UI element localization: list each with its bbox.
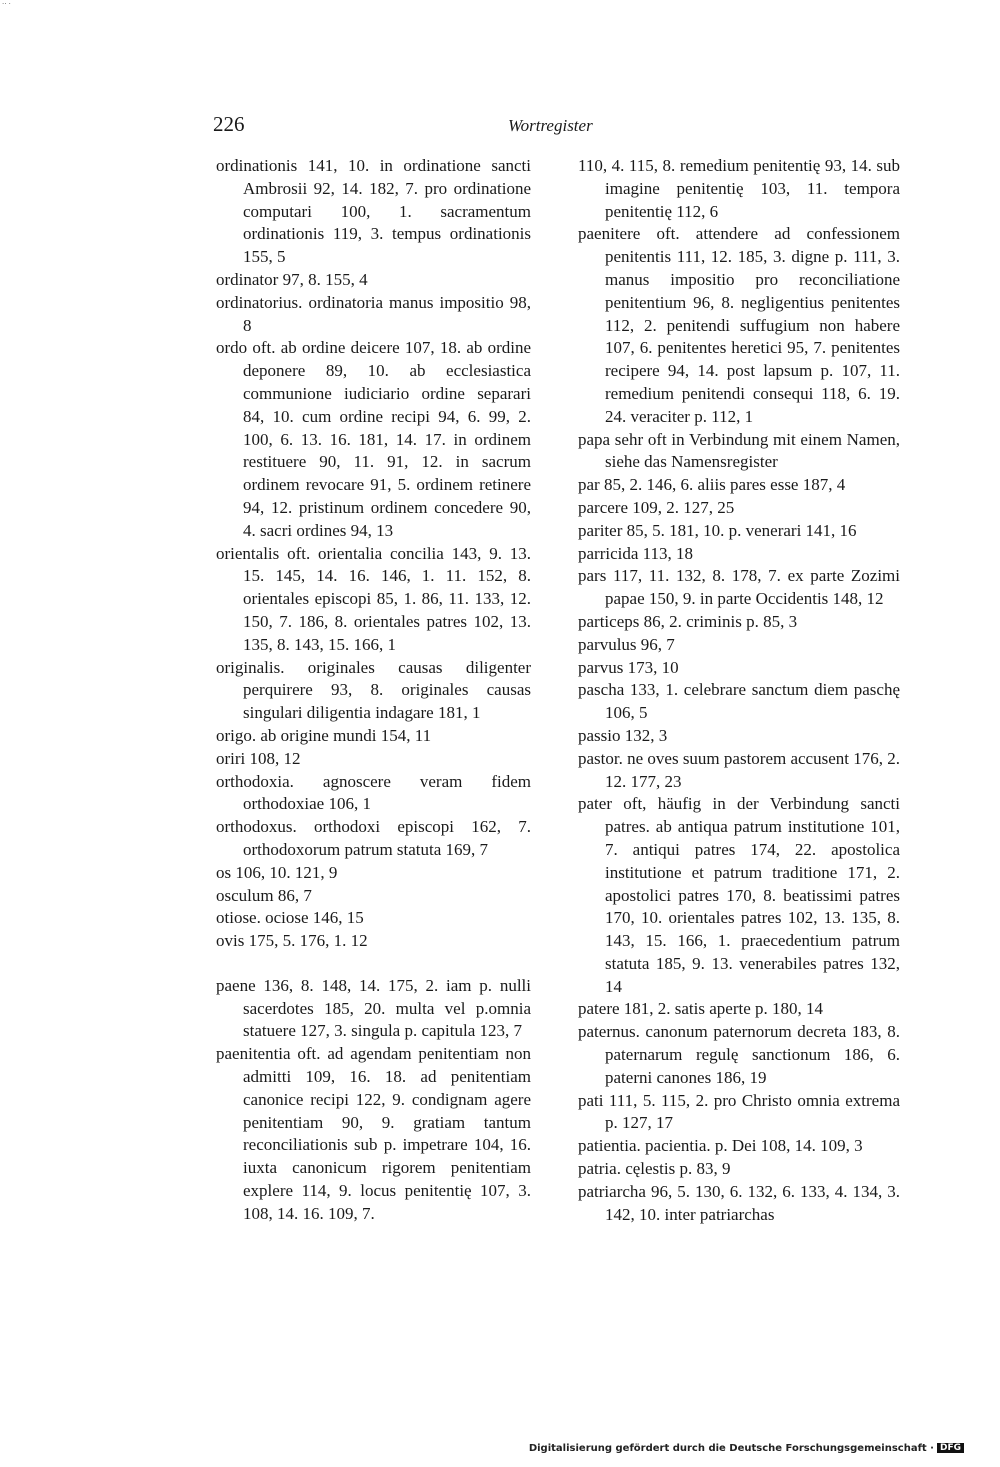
index-entry: passio 132, 3 (578, 725, 668, 745)
index-entry: os 106, 10. 121, 9 (216, 862, 338, 882)
funding-text: Digitalisierung gefördert durch die Deutsche Forschungsgemeinschaft · (528, 1443, 934, 1454)
index-entry: patria. cęlestis p. 83, 9 (578, 1159, 731, 1179)
index-entry: paene 136, 8. 148, 14. 175, 2. iam p. nulli sacerdotes 185, 20. multa vel p.omnia statuere 127, 3. singula p. capitula 123, 7 (216, 975, 531, 1041)
index-entry: paenitentia oft. ad agendam penitentiam non admitti 109, 16. 18. ad penitentiam canonice recipi 122, 9. condignam agere penitentiam 90, 9. gratiam tantum reconciliationis sub p. impetrare 104, 16. iuxta canonicum rigorem penitentiam explere 114, 9. locus penitentię 107, 3. 108, 14. 16. 109, 7. (216, 1044, 531, 1223)
dfg-logo: DFG (937, 1443, 964, 1453)
index-entry: parcere 109, 2. 127, 25 (578, 497, 735, 517)
index-entry: papa sehr oft in Verbindung mit einem Namen, siehe das Namensregister (578, 429, 900, 472)
index-entry: ordinatorius. ordinatoria manus impositio 98, 8 (216, 292, 531, 335)
index-entry: pati 111, 5. 115, 2. pro Christo omnia extrema p. 127, 17 (578, 1090, 900, 1133)
index-entry: patere 181, 2. satis aperte p. 180, 14 (578, 999, 824, 1019)
index-entry: pater oft, häufig in der Verbindung sancti patres. ab antiqua patrum institutione 101, 7. antiqui patres 174, 22. apostolica institutione et patrum traditione 171, 2. apostolici patres 170, 8. beatissimi patres 170, 10. orientales patres 102, 13. 135, 8. 143, 15. 166, 1. praecedentium patrum statuta 185, 9. 13. venerabiles patres 132, 14 (578, 794, 900, 996)
index-entry: oriri 108, 12 (216, 748, 301, 768)
page-number: 226 (213, 112, 245, 136)
index-entry: pastor. ne oves suum pastorem accusent 176, 2. 12. 177, 23 (578, 748, 900, 791)
index-entry: patriarcha 96, 5. 130, 6. 132, 6. 133, 4. 134, 3. 142, 10. inter patriarchas (578, 1181, 900, 1224)
index-entry-continuation: 110, 4. 115, 8. remedium penitentię 93, 14. sub imagine penitentię 103, 11. tempora penitentię 112, 6 (578, 156, 900, 221)
index-entry: origo. ab origine mundi 154, 11 (216, 725, 432, 745)
index-entry: orthodoxia. agnoscere veram fidem orthodoxiae 106, 1 (216, 771, 531, 814)
index-entry: orthodoxus. orthodoxi episcopi 162, 7. orthodoxorum patrum statuta 169, 7 (216, 817, 531, 859)
index-entry: ordo oft. ab ordine deicere 107, 18. ab ordine deponere 89, 10. ab ecclesiastica communione iudiciario ordine separari 84, 10. cum ordine recipi 94, 6. 99, 2. 100, 6. 13. 16. 181, 14. 17. in ordinem restituere 90, 11. 91, 12. in sacrum ordinem revocare 91, 5. ordinem retinere 94, 12. pristinum ordinem concedere 90, 4. sacri ordines 94, 13 (216, 338, 531, 540)
index-entry: parvulus 96, 7 (578, 634, 675, 654)
index-entry: parricida 113, 18 (578, 543, 694, 563)
left-column (216, 155, 531, 1226)
right-column (578, 155, 900, 1226)
running-head: Wortregister (508, 116, 593, 135)
index-entry: otiose. ociose 146, 15 (216, 908, 364, 928)
funding-footer (529, 1443, 964, 1454)
index-entry: osculum 86, 7 (216, 885, 312, 905)
index-entry: paenitere oft. attendere ad confessionem penitentis 111, 12. 185, 3. digne p. 111, 3. manus impositio pro reconciliatione penitentium 96, 8. negligentius penitentes 112, 2. penitendi suffugium non habere 107, 6. penitentes heretici 95, 7. penitentes recipere 94, 14. post lapsum p. 107, 11. remedium penitendi consequi 118, 6. 19. 24. veraciter p. 112, 1 (578, 224, 900, 426)
index-entry: ordinator 97, 8. 155, 4 (216, 269, 368, 289)
index-entry: pariter 85, 5. 181, 10. p. venerari 141, 16 (578, 520, 857, 540)
index-entry: parvus 173, 10 (578, 657, 679, 677)
index-entry: orientalis oft. orientalia concilia 143, 9. 13. 15. 145, 14. 16. 146, 1. 11. 152, 8. orientales episcopi 85, 1. 86, 11. 133, 12. 150, 7. 186, 8. orientales patres 102, 13. 135, 8. 143, 15. 166, 1 (216, 543, 531, 654)
index-entry: ordinationis 141, 10. in ordinatione sancti Ambrosii 92, 14. 182, 7. pro ordinatione computari 100, 1. sacramentum ordinationis 119, 3. tempus ordinationis 155, 5 (216, 156, 531, 267)
index-entry: paternus. canonum paternorum decreta 183, 8. paternarum regulę sanctionum 186, 6. paterni canones 186, 19 (578, 1022, 900, 1087)
index-entry: patientia. pacientia. p. Dei 108, 14. 109, 3 (578, 1136, 863, 1156)
index-entry: pascha 133, 1. celebrare sanctum diem paschę 106, 5 (578, 680, 900, 723)
index-entry: par 85, 2. 146, 6. aliis pares esse 187, 4 (578, 475, 846, 495)
index-entry: particeps 86, 2. criminis p. 85, 3 (578, 611, 798, 631)
index-entry: ovis 175, 5. 176, 1. 12 (216, 931, 368, 951)
index-entry: originalis. originales causas diligenter perquirere 93, 8. originales causas singulari diligentia indagare 181, 1 (216, 657, 531, 723)
index-entry: pars 117, 11. 132, 8. 178, 7. ex parte Zozimi papae 150, 9. in parte Occidentis 148, 12 (578, 566, 900, 609)
corner-mark: ·· · (2, 0, 11, 8)
